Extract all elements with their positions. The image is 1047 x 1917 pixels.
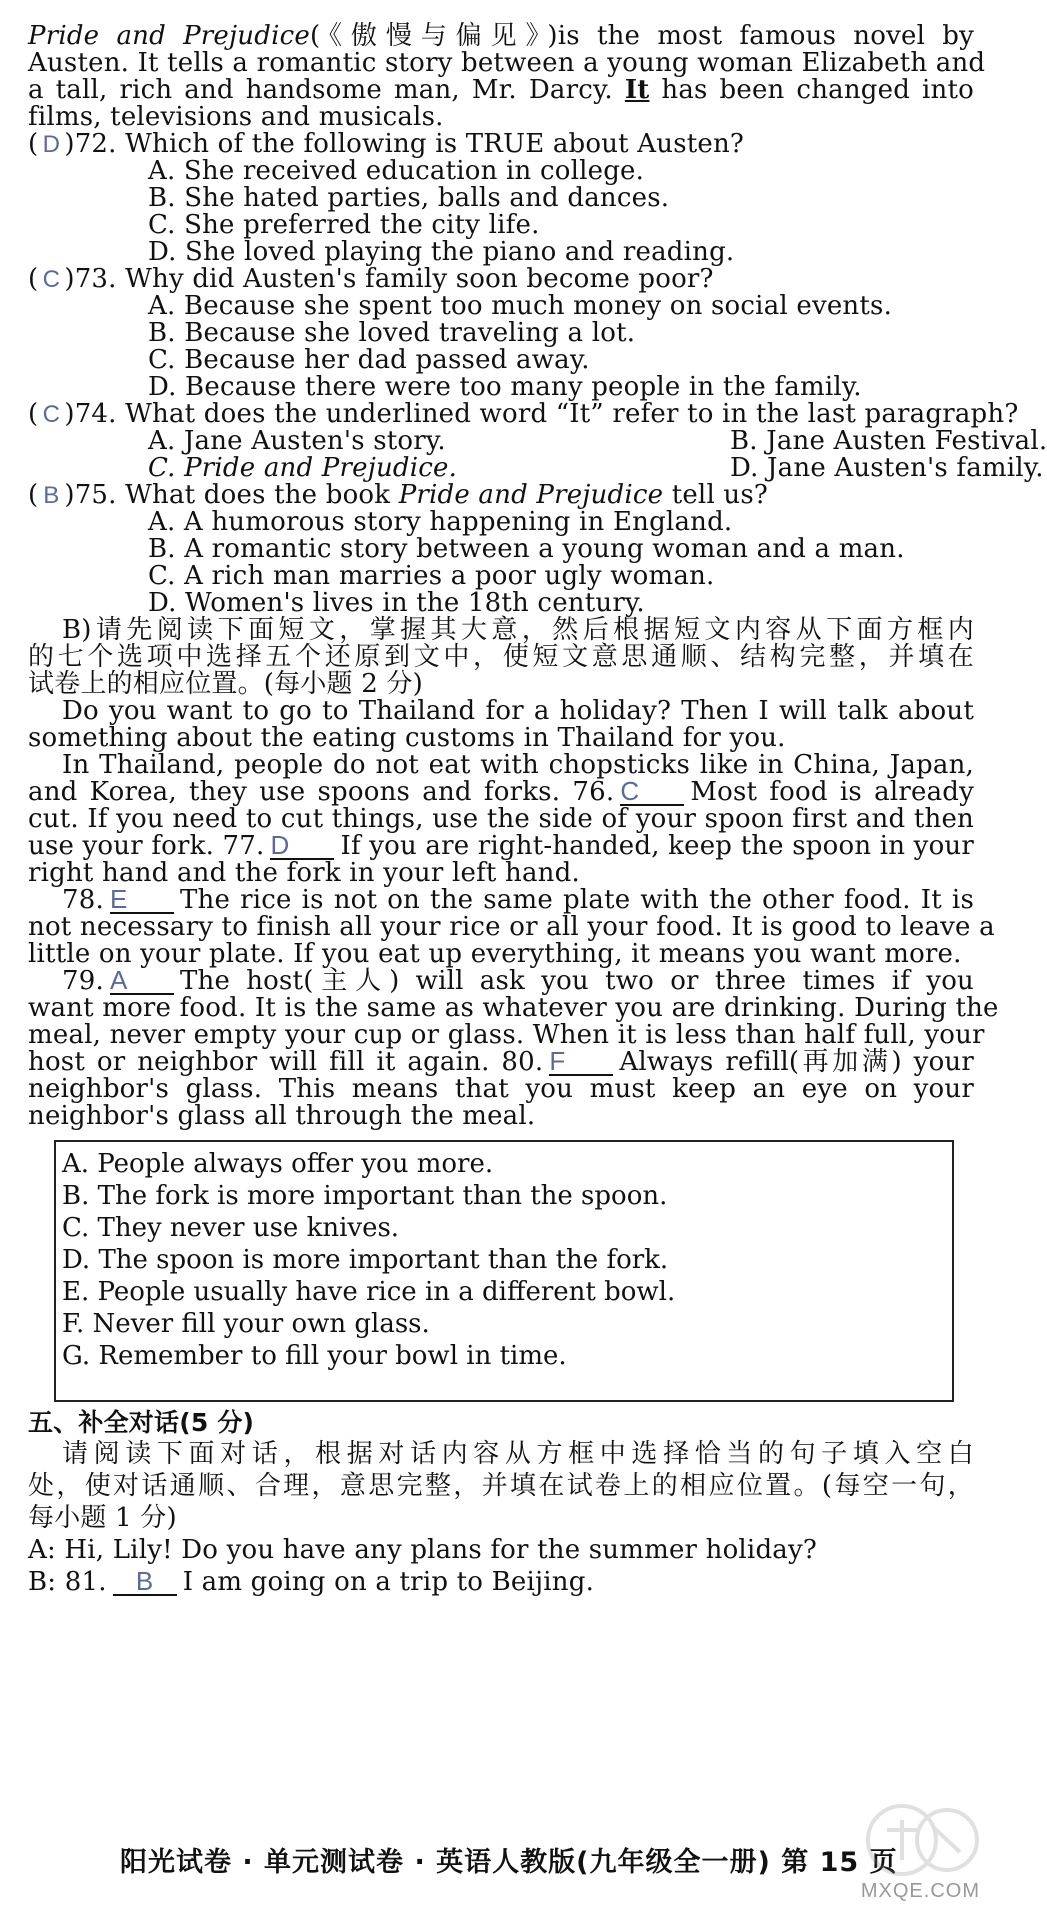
text: 79. <box>62 966 104 996</box>
question-73: ( C )73. Why did Austen's family soon become poor? <box>28 264 714 294</box>
section-b-instruction-1: B)请先阅读下面短文，掌握其大意，然后根据短文内容从下面方框内 <box>62 615 974 645</box>
blank-80[interactable]: F <box>549 1048 613 1076</box>
watermark-logo-icon <box>862 1800 982 1880</box>
option-75a: A. A humorous story happening in England. <box>148 507 733 537</box>
section-5-heading: 五、补全对话(5 分) <box>28 1408 255 1437</box>
text: 78. <box>62 885 104 915</box>
passage-b-p3-3: little on your plate. If you eat up everything, it means you want more. <box>28 939 962 969</box>
blank-81[interactable]: B <box>113 1568 177 1596</box>
text: and Korea, they use spoons and forks. 76. <box>28 777 615 807</box>
box-option-d: D. The spoon is more important than the fork. <box>62 1245 669 1275</box>
question-stem-b: tell us? <box>671 480 769 510</box>
option-72c: C. She preferred the city life. <box>148 210 540 240</box>
passage-line-1-rest: (《傲慢与偏见》)is the most famous novel by <box>309 21 974 51</box>
option-74a: A. Jane Austen's story. <box>148 426 446 456</box>
answer-75: B <box>43 482 60 509</box>
passage-b-p2-3: cut. If you need to cut things, use the side of your spoon first and then <box>28 804 974 834</box>
text: If you are right-handed, keep the spoon in your <box>340 831 974 861</box>
box-option-a: A. People always offer you more. <box>62 1149 494 1179</box>
passage-b-p4-6: neighbor's glass all through the meal. <box>28 1101 536 1131</box>
text: use your fork. 77. <box>28 831 265 861</box>
question-74: ( C )74. What does the underlined word “It” refer to in the last paragraph? <box>28 399 1019 429</box>
passage-line-3-a: a tall, rich and handsome man, Mr. Darcy. <box>28 75 613 105</box>
option-72b: B. She hated parties, balls and dances. <box>148 183 670 213</box>
question-number: 74 <box>74 399 109 429</box>
passage-line-3-rest: has been changed into <box>661 75 974 105</box>
option-72d: D. She loved playing the piano and reading. <box>148 237 735 267</box>
text: The rice is not on the same plate with the other food. It is <box>179 885 974 915</box>
section-b-instruction-2: 的七个选项中选择五个还原到文中，使短文意思通顺、结构完整，并填在 <box>28 642 974 672</box>
option-73b: B. Because she loved traveling a lot. <box>148 318 636 348</box>
blank-78[interactable]: E <box>110 886 174 914</box>
box-option-c: C. They never use knives. <box>62 1213 400 1243</box>
question-stem: What does the underlined word “It” refer to in the last paragraph? <box>125 399 1019 429</box>
question-stem-a: What does the book <box>125 480 391 510</box>
question-number: 73 <box>74 264 109 294</box>
passage-b-p2-5: right hand and the fork in your left hand. <box>28 858 580 888</box>
option-75d: D. Women's lives in the 18th century. <box>148 588 645 618</box>
passage-line-2: Austen. It tells a romantic story between a young woman Elizabeth and <box>28 48 986 78</box>
blank-77[interactable]: D <box>270 832 334 860</box>
question-number: 75 <box>74 480 109 510</box>
question-72: ( D )72. Which of the following is TRUE about Austen? <box>28 129 745 159</box>
blank-76[interactable]: C <box>620 778 684 806</box>
book-title-italic: Pride and Prejudice <box>28 21 310 51</box>
page-footer: 阳光试卷 · 单元测试卷 · 英语人教版(九年级全一册) 第 15 页 <box>120 1847 898 1878</box>
options-box <box>54 1140 954 1402</box>
box-option-b: B. The fork is more important than the spoon. <box>62 1181 668 1211</box>
option-74c: C. Pride and Prejudice. <box>148 453 458 483</box>
passage-b-p1-2: something about the eating customs in Thailand for you. <box>28 723 786 753</box>
question-stem: Why did Austen's family soon become poor? <box>125 264 714 294</box>
section-5-instruction-2: 处，使对话通顺、合理，意思完整，并填在试卷上的相应位置。(每空一句， <box>28 1471 974 1501</box>
box-option-e: E. People usually have rice in a different bowl. <box>62 1277 676 1307</box>
option-75c: C. A rich man marries a poor ugly woman. <box>148 561 715 591</box>
option-73d: D. Because there were too many people in the family. <box>148 372 862 402</box>
box-option-f: F. Never fill your own glass. <box>62 1309 430 1339</box>
text: I am going on a trip to Beijing. <box>182 1567 595 1597</box>
option-74b: B. Jane Austen Festival. <box>730 426 1047 456</box>
option-74d: D. Jane Austen's family. <box>730 453 1044 483</box>
passage-b-p4-3: meal, never empty your cup or glass. When it is less than half full, your <box>28 1020 985 1050</box>
blank-79[interactable]: A <box>110 967 174 995</box>
underlined-it: It <box>624 75 650 105</box>
text: host or neighbor will fill it again. 80. <box>28 1047 544 1077</box>
dialogue-line-b <box>28 1566 974 1599</box>
passage-b-p2-1: In Thailand, people do not eat with chopsticks like in China, Japan, <box>62 750 974 780</box>
text: Most food is already <box>690 777 974 807</box>
text: Always refill(再加满) your <box>619 1047 974 1077</box>
answer-73: C <box>42 266 61 293</box>
passage-b-p4-2: want more food. It is the same as whatever you are drinking. During the <box>28 993 999 1023</box>
watermark-text: MXQE.COM <box>860 1880 980 1902</box>
text: The host(主人) will ask you two or three times if you <box>179 966 974 996</box>
passage-b-p3-2: not necessary to finish all your rice or all your food. It is good to leave a <box>28 912 995 942</box>
question-stem-italic: Pride and Prejudice <box>398 480 664 510</box>
text: B: 81. <box>28 1567 107 1597</box>
dialogue-line-a: A: Hi, Lily! Do you have any plans for the summer holiday? <box>28 1535 818 1565</box>
passage-line-4: films, televisions and musicals. <box>28 102 444 132</box>
section-b-instruction-3: 试卷上的相应位置。(每小题 2 分) <box>28 669 423 699</box>
option-73a: A. Because she spent too much money on social events. <box>148 291 893 321</box>
box-option-g: G. Remember to fill your bowl in time. <box>62 1341 567 1371</box>
question-stem: Which of the following is TRUE about Austen? <box>125 129 745 159</box>
passage-b-p1-1: Do you want to go to Thailand for a holiday? Then I will talk about <box>62 696 974 726</box>
option-72a: A. She received education in college. <box>148 156 645 186</box>
option-73c: C. Because her dad passed away. <box>148 345 590 375</box>
answer-74: C <box>42 401 61 428</box>
answer-72: D <box>42 131 61 158</box>
option-75b: B. A romantic story between a young woman and a man. <box>148 534 905 564</box>
passage-b-p4-5: neighbor's glass. This means that you must keep an eye on your <box>28 1074 974 1104</box>
section-5-instruction-1: 请阅读下面对话，根据对话内容从方框中选择恰当的句子填入空白 <box>62 1439 974 1469</box>
question-75: ( B )75. What does the book Pride and Prejudice tell us? <box>28 480 769 510</box>
question-number: 72 <box>74 129 109 159</box>
section-5-instruction-3: 每小题 1 分) <box>28 1503 177 1533</box>
